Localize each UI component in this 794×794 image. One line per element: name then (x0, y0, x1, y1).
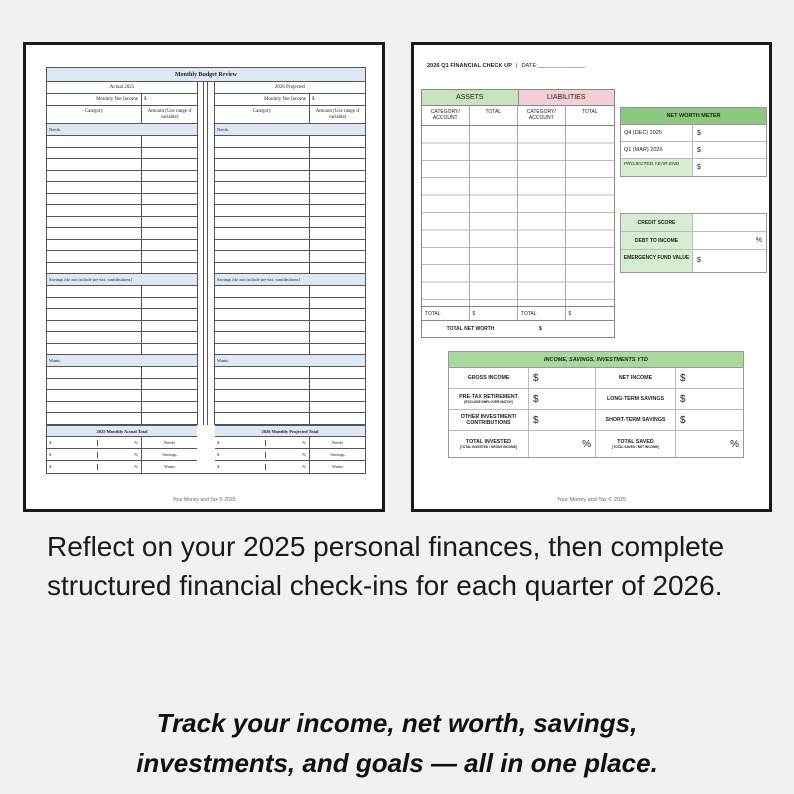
net-income-label: Monthly Net Income (47, 94, 142, 105)
ytd-title: INCOME, SAVINGS, INVESTMENTS YTD (449, 352, 743, 368)
wants-section: Wants (215, 355, 365, 367)
budget-row[interactable] (47, 159, 197, 171)
category-header: Category (47, 106, 142, 123)
tagline (0, 703, 794, 783)
budget-row[interactable] (215, 390, 365, 402)
ytd-table (448, 351, 744, 458)
budget-row[interactable] (215, 286, 365, 298)
title-separator: | (516, 63, 518, 69)
savings-section: Savings (do not include pre-tax contributions) (215, 274, 365, 286)
total-pct[interactable]: % (302, 451, 306, 457)
budget-row[interactable] (47, 263, 197, 275)
debt-to-income-value[interactable] (693, 232, 766, 249)
budget-row[interactable] (47, 390, 197, 402)
budget-row[interactable] (47, 309, 197, 321)
budget-row[interactable] (215, 240, 365, 252)
credit-score-value[interactable] (693, 214, 766, 231)
budget-row[interactable] (215, 402, 365, 414)
total-dollar[interactable]: $ (216, 439, 220, 445)
other-investment-value[interactable]: $ (533, 414, 539, 426)
net-income-value[interactable]: $ (680, 372, 686, 384)
projected-label: PROJECTED YEAR-END (621, 159, 693, 176)
budget-review-sheet (23, 42, 385, 512)
projected-column (215, 82, 365, 425)
total-net-worth-label: TOTAL NET WORTH (446, 326, 495, 332)
total-pct[interactable]: % (134, 451, 138, 457)
budget-row[interactable] (47, 344, 197, 356)
assets-total-label: TOTAL (422, 307, 470, 320)
short-term-label: SHORT-TERM SAVINGS (596, 410, 676, 430)
budget-row[interactable] (47, 240, 197, 252)
assets-liabilities-rows[interactable] (422, 126, 614, 307)
budget-row[interactable] (47, 321, 197, 333)
net-income-label: NET INCOME (596, 368, 676, 388)
assets-header: ASSETS (422, 90, 519, 105)
actual-label: Actual 2025 (47, 82, 197, 94)
budget-row[interactable] (47, 286, 197, 298)
actual-column (47, 82, 197, 425)
debt-to-income-label: DEBT TO INCOME (621, 232, 693, 249)
projected-totals (215, 425, 365, 473)
credit-table (620, 213, 767, 273)
budget-row[interactable] (47, 182, 197, 194)
asset-category-header: CATEGORY/ ACCOUNT (422, 106, 470, 125)
assets-total-value[interactable]: $ (470, 307, 519, 320)
net-income-value[interactable]: $ (144, 97, 147, 102)
projected-value[interactable]: $ (697, 164, 701, 171)
budget-row[interactable] (47, 379, 197, 391)
pretax-label: PRE-TAX RETIREMENT [EXCLUDE EMPLOYER MATCH] (449, 389, 529, 409)
short-term-value[interactable]: $ (680, 414, 686, 426)
long-term-label: LONG-TERM SAVINGS (596, 389, 676, 409)
budget-row[interactable] (47, 402, 197, 414)
budget-row[interactable] (215, 205, 365, 217)
other-investment-label: OTHER INVESTMENT/ CONTRIBUTIONS (449, 410, 529, 430)
budget-row[interactable] (215, 263, 365, 275)
total-dollar[interactable]: $ (49, 451, 52, 457)
budget-row[interactable] (215, 194, 365, 206)
budget-row[interactable] (215, 159, 365, 171)
liabilities-total-value[interactable]: $ (568, 311, 572, 317)
total-label: Needs (331, 439, 344, 445)
budget-row[interactable] (215, 217, 365, 229)
budget-table (46, 67, 366, 474)
liabilities-header: LIABILITIES (519, 90, 615, 105)
total-pct[interactable]: % (302, 463, 306, 469)
q1-value[interactable]: $ (697, 147, 701, 154)
emergency-fund-label: EMERGENCY FUND VALUE (621, 250, 693, 272)
budget-row[interactable] (47, 136, 197, 148)
credit-score-label: CREDIT SCORE (621, 214, 693, 231)
checkup-title-text: 2026 Q1 FINANCIAL CHECK UP (427, 63, 513, 69)
budget-row[interactable] (215, 182, 365, 194)
total-net-worth-value[interactable]: $ (539, 326, 542, 332)
savings-section: Savings (do not include pre-tax contributions) (47, 274, 197, 286)
asset-total-header: TOTAL (470, 106, 519, 125)
budget-row[interactable] (215, 251, 365, 263)
projected-totals-title: 2026 Monthly Projected Total (215, 425, 365, 437)
pretax-value[interactable]: $ (533, 393, 539, 405)
budget-title: Monthly Budget Review (47, 68, 365, 82)
budget-row[interactable] (47, 171, 197, 183)
amount-header: Amount (Use range if variable) (147, 109, 192, 120)
q1-label: Q1 (MAR) 2026 (621, 142, 693, 158)
total-pct[interactable]: % (302, 439, 306, 445)
total-saved-label: TOTAL SAVED [TOTAL SAVED / NET INCOME] (596, 431, 676, 457)
date-field[interactable]: DATE:_______________ (521, 63, 586, 69)
total-label: Savings (162, 451, 177, 457)
category-header: Category (215, 106, 310, 123)
budget-row[interactable] (47, 217, 197, 229)
financial-checkup-sheet (411, 42, 772, 512)
budget-row[interactable] (47, 148, 197, 160)
total-pct[interactable]: % (134, 439, 138, 445)
gross-income-label: GROSS INCOME (449, 368, 529, 388)
actual-totals (47, 425, 197, 473)
budget-row[interactable] (215, 228, 365, 240)
projected-label: 2026 Projected (215, 82, 365, 94)
wants-section: Wants (47, 355, 197, 367)
total-invested-label: TOTAL INVESTED [TOTAL INVESTED / GROSS INCOME] (449, 431, 529, 457)
total-invested-value[interactable]: % (582, 438, 591, 450)
total-label: Needs (163, 439, 176, 445)
budget-row[interactable] (215, 309, 365, 321)
tagline-line-1: Track your income, net worth, savings, (156, 708, 638, 738)
assets-liabilities-table (421, 89, 615, 338)
emergency-fund-value[interactable]: $ (697, 257, 701, 264)
sheet2-footer: Your Money and Tax © 2025 (556, 497, 627, 503)
net-worth-meter-title: NET WORTH METER (621, 108, 766, 125)
total-dollar[interactable]: $ (216, 463, 220, 469)
dti-pct: % (755, 237, 762, 244)
amount-header: Amount (Use range if variable) (315, 109, 360, 120)
q4-value[interactable]: $ (697, 130, 701, 137)
budget-row[interactable] (215, 413, 365, 425)
liabilities-total-label: TOTAL (518, 307, 566, 320)
long-term-value[interactable]: $ (680, 393, 686, 405)
total-dollar[interactable]: $ (216, 451, 220, 457)
budget-row[interactable] (215, 367, 365, 379)
budget-row[interactable] (215, 379, 365, 391)
budget-row[interactable] (47, 413, 197, 425)
checkup-title (427, 63, 585, 69)
q4-label: Q4 (DEC) 2025 (621, 125, 693, 141)
tagline-line-2: investments, and goals — all in one place. (136, 748, 658, 778)
liability-category-header: CATEGORY/ ACCOUNT (518, 106, 566, 125)
budget-row[interactable] (215, 171, 365, 183)
budget-row[interactable] (215, 148, 365, 160)
total-label: Wants (163, 463, 176, 469)
total-dollar[interactable]: $ (49, 463, 52, 469)
budget-row[interactable] (215, 136, 365, 148)
description-caption: Reflect on your 2025 personal finances, then complete structured financial check-ins for each quarter of 2026. (47, 531, 725, 601)
needs-section: Needs (215, 124, 365, 136)
budget-row[interactable] (47, 298, 197, 310)
total-label: Savings (330, 451, 345, 457)
net-income-label: Monthly Net Income (215, 94, 310, 105)
total-saved-value[interactable]: % (730, 438, 739, 450)
column-gap (197, 82, 215, 425)
budget-row[interactable] (47, 194, 197, 206)
liability-total-header: TOTAL (581, 109, 598, 115)
budget-row[interactable] (47, 205, 197, 217)
budget-row[interactable] (215, 321, 365, 333)
budget-row[interactable] (215, 298, 365, 310)
budget-row[interactable] (47, 251, 197, 263)
gross-income-value[interactable]: $ (533, 372, 539, 384)
net-income-value[interactable]: $ (311, 97, 315, 102)
total-dollar[interactable]: $ (49, 439, 52, 445)
sheet1-footer: Your Money and Tax © 2025 (172, 497, 236, 503)
budget-row[interactable] (47, 367, 197, 379)
budget-row[interactable] (215, 332, 365, 344)
actual-totals-title: 2025 Monthly Actual Total (47, 425, 197, 437)
total-label: Wants (331, 463, 344, 469)
total-pct[interactable]: % (134, 463, 138, 469)
needs-section: Needs (47, 124, 197, 136)
net-worth-meter (620, 107, 767, 177)
budget-row[interactable] (47, 228, 197, 240)
budget-row[interactable] (47, 332, 197, 344)
budget-row[interactable] (215, 344, 365, 356)
